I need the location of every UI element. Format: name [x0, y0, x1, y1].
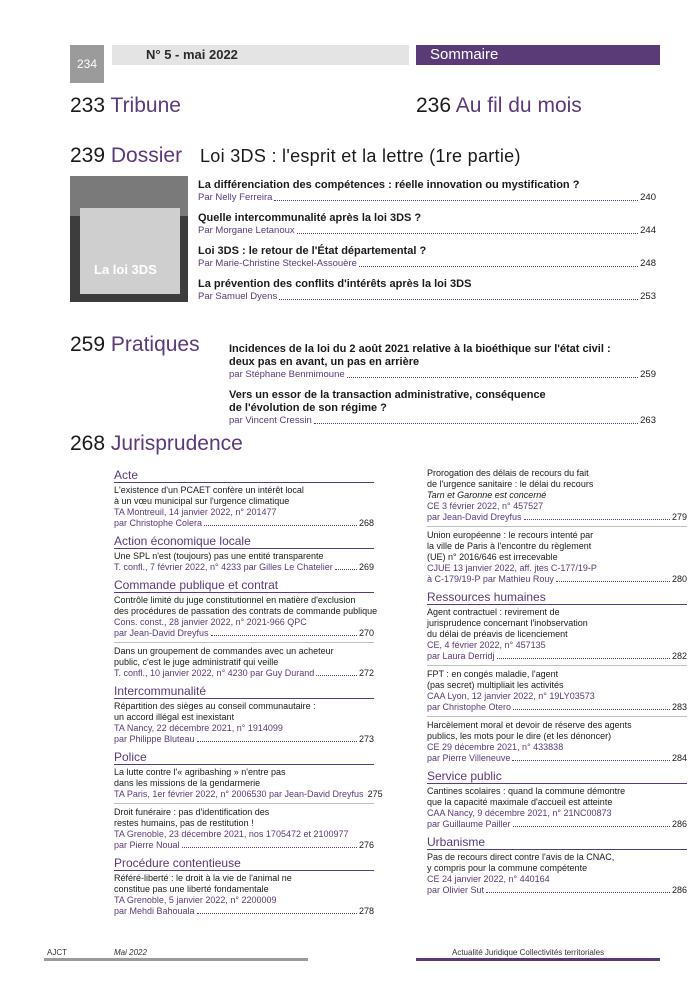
- entry-author: par Mehdi Bahouala: [114, 906, 195, 916]
- entry-text: Union européenne : le recours intenté par: [427, 530, 594, 540]
- entry-text: du délai de préavis de licenciement: [427, 629, 568, 639]
- entry-separator: [114, 642, 374, 643]
- article-author: par Stéphane Benmimoune: [229, 369, 345, 380]
- article-title-line: de l'évolution de son régime ?: [229, 402, 387, 414]
- section-name: Jurisprudence: [110, 432, 243, 455]
- category-ressources-humaines: Ressources humaines: [427, 590, 546, 604]
- pratiques-articles: [229, 343, 656, 427]
- category-police: Police: [114, 750, 147, 764]
- footer-journal-name: Actualité Juridique Collectivités territoriales: [452, 948, 605, 957]
- section-name: Dossier: [110, 144, 183, 167]
- entry-author: par Philippe Bluteau: [114, 734, 195, 744]
- juris-entry[interactable]: [114, 873, 374, 917]
- dossier-article[interactable]: [198, 179, 656, 204]
- leader-dots: [297, 225, 638, 234]
- leader-dots: [335, 562, 357, 570]
- entry-text: Contrôle limité du juge constitutionnel en matière d'exclusion: [114, 595, 356, 605]
- entry-page: 276: [358, 840, 374, 850]
- article-title: Loi 3DS : le retour de l'État départemental ?: [198, 245, 427, 257]
- article-title-line: Vers un essor de la transaction administrative, conséquence: [229, 389, 546, 401]
- juris-entry[interactable]: [427, 720, 687, 764]
- juris-entry[interactable]: [427, 852, 687, 896]
- book-title: La loi 3DS: [94, 262, 157, 277]
- section-number: 239: [70, 144, 106, 167]
- issue-label: N° 5 - mai 2022: [146, 47, 238, 62]
- leader-dots: [359, 258, 638, 267]
- dossier-articles: [198, 179, 656, 303]
- entry-page: 272: [358, 668, 374, 678]
- entry-text: (pas secret) multipliait les activités: [427, 680, 564, 690]
- entry-ref: CAA Lyon, 12 janvier 2022, n° 19LY03573: [427, 691, 595, 701]
- leader-dots: [524, 512, 670, 520]
- entry-text: jurisprudence concernant l'inobservation: [427, 618, 588, 628]
- category-rule: [114, 764, 374, 765]
- pratiques-article[interactable]: [229, 343, 656, 381]
- category-rule: [114, 592, 374, 593]
- entry-ref: CE 29 décembre 2021, n° 433838: [427, 742, 564, 752]
- entry-text: publics, les mots pour le dire (et les dénoncer): [427, 731, 612, 741]
- category-service-public: Service public: [427, 769, 502, 783]
- leader-dots: [486, 885, 670, 893]
- entry-page: 283: [671, 702, 687, 712]
- juris-right-column: [427, 468, 687, 896]
- leader-dots: [513, 702, 670, 710]
- entry-author: par Guillaume Pailler: [427, 819, 511, 829]
- article-page: 263: [640, 415, 656, 426]
- entry-text: Répartition des sièges au conseil communautaire :: [114, 701, 316, 711]
- entry-text: des procédures de passation des contrats de commande publique: [114, 606, 378, 616]
- category-rule: [427, 849, 687, 850]
- leader-dots: [316, 668, 357, 676]
- entry-text: la ville de Paris à l'encontre du règlement: [427, 541, 592, 551]
- leader-dots: [197, 906, 357, 914]
- entry-author: par Laura Derridj: [427, 651, 495, 661]
- section-name: Tribune: [110, 94, 181, 117]
- entry-text: public, c'est le juge administratif qui veille: [114, 657, 279, 667]
- entry-text: Harcèlement moral et devoir de réserve des agents: [427, 720, 632, 730]
- juris-entry[interactable]: [114, 551, 374, 573]
- entry-author: par Christophe Colera: [114, 518, 203, 528]
- entry-page: 273: [358, 734, 374, 744]
- entry-text: constitue pas une liberté fondamentale: [114, 884, 269, 894]
- entry-separator: [427, 716, 687, 717]
- leader-dots: [182, 840, 357, 848]
- entry-text: Tarn et Garonne est concerné: [427, 490, 547, 500]
- entry-text: FPT : en congés maladie, l'agent: [427, 669, 559, 679]
- category-procedure-contentieuse: Procédure contentieuse: [114, 856, 241, 870]
- article-title: La prévention des conflits d'intérêts après la loi 3DS: [198, 278, 472, 290]
- article-title: La différenciation des compétences : réelle innovation ou mystification ?: [198, 179, 580, 191]
- juris-entry[interactable]: [427, 669, 687, 713]
- entry-ref: CAA Nancy, 9 décembre 2021, n° 21NC00873: [427, 808, 612, 818]
- section-name: Pratiques: [110, 333, 200, 356]
- entry-text: Pas de recours direct contre l'avis de la CNAC,: [427, 852, 615, 862]
- section-tribune[interactable]: [70, 94, 181, 118]
- entry-author: par Christophe Otero: [427, 702, 512, 712]
- pratiques-article[interactable]: [229, 389, 656, 427]
- entry-page: 286: [671, 819, 687, 829]
- dossier-title: Loi 3DS : l'esprit et la lettre (1re partie): [200, 146, 521, 166]
- dossier-article[interactable]: [198, 245, 656, 270]
- book-cover-image: [70, 176, 188, 302]
- entry-ref: TA Nancy, 22 décembre 2021, n° 1914099: [114, 723, 283, 733]
- juris-entry[interactable]: [114, 595, 378, 639]
- article-page: 240: [640, 192, 656, 203]
- article-title-line: deux pas en avant, un pas en arrière: [229, 356, 420, 368]
- entry-page: 280: [671, 574, 687, 584]
- category-intercommunalite: Intercommunalité: [114, 684, 207, 698]
- entry-text: de l'urgence sanitaire : le délai du recours: [427, 479, 594, 489]
- category-rule: [114, 548, 374, 549]
- sommaire-title: Sommaire: [430, 46, 499, 63]
- entry-page: 275: [367, 789, 383, 799]
- section-number: 236: [416, 94, 452, 117]
- footer-journal-abbrev: AJCT: [47, 948, 67, 957]
- entry-text: dans les missions de la gendarmerie: [114, 778, 261, 788]
- section-pratiques[interactable]: [70, 333, 200, 357]
- entry-ref: CE 3 février 2022, n° 457527: [427, 501, 544, 511]
- footer-right-bar: [416, 958, 660, 961]
- entry-text: Droit funéraire : pas d'identification des: [114, 807, 270, 817]
- footer-date: Mai 2022: [114, 948, 147, 957]
- article-author: Par Marie-Christine Steckel-Assouère: [198, 258, 357, 269]
- juris-entry[interactable]: [427, 607, 687, 662]
- entry-text: La lutte contre l'« agribashing » n'entre pas: [114, 767, 286, 777]
- entry-ref: CJUE 13 janvier 2022, aff. jtes C-177/19-P: [427, 563, 597, 573]
- article-title: Quelle intercommunalité après la loi 3DS ?: [198, 212, 422, 224]
- entry-separator: [427, 526, 687, 527]
- section-name: Au fil du mois: [455, 94, 582, 117]
- entry-text: un accord illégal est inexistant: [114, 712, 235, 722]
- article-page: 248: [640, 258, 656, 269]
- entry-ref: CE 24 janvier 2022, n° 440164: [427, 874, 550, 884]
- entry-author: par Jean-David Dreyfus: [427, 512, 522, 522]
- entry-page: 279: [671, 512, 687, 522]
- footer-left-bar: [44, 958, 308, 961]
- article-author: Par Morgane Letanoux: [198, 225, 295, 236]
- entry-text: L'existence d'un PCAET confère un intérêt local: [114, 485, 304, 495]
- article-author: par Vincent Cressin: [229, 415, 312, 426]
- entry-author: TA Paris, 1er février 2022, n° 2006530 par Jean-David Dreyfus: [114, 789, 364, 799]
- entry-ref: CE, 4 février 2022, n° 457135: [427, 640, 546, 650]
- category-rule: [114, 698, 374, 699]
- leader-dots: [211, 628, 357, 636]
- article-page: 259: [640, 369, 656, 380]
- leader-dots: [204, 518, 357, 526]
- juris-entry[interactable]: [114, 485, 374, 529]
- category-rule: [427, 604, 687, 605]
- leader-dots: [512, 753, 670, 761]
- category-acte: Acte: [114, 468, 139, 482]
- entry-text: Dans un groupement de commandes avec un acheteur: [114, 646, 334, 656]
- category-urbanisme: Urbanisme: [427, 835, 486, 849]
- entry-page: 282: [671, 651, 687, 661]
- entry-page: 270: [358, 628, 374, 638]
- article-page: 253: [640, 291, 656, 302]
- juris-entry[interactable]: [114, 646, 374, 679]
- entry-author: T. confl., 10 janvier 2022, n° 4230 par Guy Durand: [114, 668, 315, 678]
- entry-author: par Olivier Sut: [427, 885, 485, 895]
- section-number: 268: [70, 432, 106, 455]
- category-rule: [427, 783, 687, 784]
- page-number: 234: [70, 45, 104, 83]
- entry-author: T. confl., 7 février 2022, n° 4233 par Gilles Le Chatelier: [114, 562, 333, 572]
- leader-dots: [314, 415, 638, 424]
- leader-dots: [513, 819, 670, 827]
- section-number: 259: [70, 333, 106, 356]
- leader-dots: [279, 291, 638, 300]
- entry-author: par Jean-David Dreyfus: [114, 628, 209, 638]
- juris-entry[interactable]: [427, 786, 687, 830]
- category-rule: [114, 870, 374, 871]
- book-front: [80, 208, 180, 294]
- entry-text: que la capacité maximale d'accueil est atteinte: [427, 797, 613, 807]
- entry-page: 286: [671, 885, 687, 895]
- entry-author: par Pierre Villeneuve: [427, 753, 511, 763]
- category-commande-publique: Commande publique et contrat: [114, 578, 279, 592]
- entry-page: 284: [671, 753, 687, 763]
- entry-text: Référé-liberté : le droit à la vie de l'animal ne: [114, 873, 292, 883]
- entry-page: 278: [358, 906, 374, 916]
- entry-text: restes humains, pas de restitution !: [114, 818, 254, 828]
- juris-entry[interactable]: [114, 767, 383, 800]
- entry-page: 268: [358, 518, 374, 528]
- leader-dots: [347, 369, 638, 378]
- juris-entry[interactable]: [114, 807, 374, 851]
- leader-dots: [197, 734, 357, 742]
- entry-author: à C-179/19-P par Mathieu Rouy: [427, 574, 554, 584]
- entry-author: par Pierre Noual: [114, 840, 180, 850]
- entry-ref: Cons. const., 28 janvier 2022, n° 2021-966 QPC: [114, 617, 307, 627]
- leader-dots: [556, 574, 670, 582]
- category-action-economique: Action économique locale: [114, 534, 251, 548]
- article-page: 244: [640, 225, 656, 236]
- entry-separator: [427, 665, 687, 666]
- entry-page: 269: [358, 562, 374, 572]
- category-rule: [114, 482, 374, 483]
- leader-dots: [497, 651, 670, 659]
- entry-separator: [114, 803, 374, 804]
- section-au-fil-du-mois[interactable]: [416, 94, 582, 118]
- entry-ref: TA Montreuil, 14 janvier 2022, n° 201477: [114, 507, 277, 517]
- article-author: Par Samuel Dyens: [198, 291, 278, 302]
- juris-entry[interactable]: [427, 530, 687, 585]
- entry-text: Agent contractuel : revirement de: [427, 607, 560, 617]
- entry-text: Une SPL n'est (toujours) pas une entité transparente: [114, 551, 324, 561]
- dossier-article[interactable]: [198, 278, 656, 303]
- leader-dots: [274, 192, 638, 201]
- entry-text: Cantines scolaires : quand la commune démontre: [427, 786, 626, 796]
- entry-text: à un vœu municipal sur l'urgence climatique: [114, 496, 290, 506]
- section-dossier[interactable]: [70, 144, 182, 168]
- entry-ref: TA Grenoble, 5 janvier 2022, n° 2200009: [114, 895, 277, 905]
- entry-text: y compris pour la commune compétente: [427, 863, 588, 873]
- article-title-line: Incidences de la loi du 2 août 2021 relative à la bioéthique sur l'état civil :: [229, 343, 611, 355]
- section-number: 233: [70, 94, 106, 117]
- section-jurisprudence[interactable]: [70, 432, 243, 456]
- entry-ref: TA Grenoble, 23 décembre 2021, nos 1705472 et 2100977: [114, 829, 349, 839]
- juris-entry[interactable]: [114, 701, 374, 745]
- entry-text: (UE) n° 2016/646 est irrecevable: [427, 552, 558, 562]
- entry-text: Prorogation des délais de recours du fait: [427, 468, 589, 478]
- juris-entry[interactable]: [427, 468, 687, 523]
- article-author: Par Nelly Ferreira: [198, 192, 273, 203]
- dossier-article[interactable]: [198, 212, 656, 237]
- juris-left-column: [114, 468, 383, 917]
